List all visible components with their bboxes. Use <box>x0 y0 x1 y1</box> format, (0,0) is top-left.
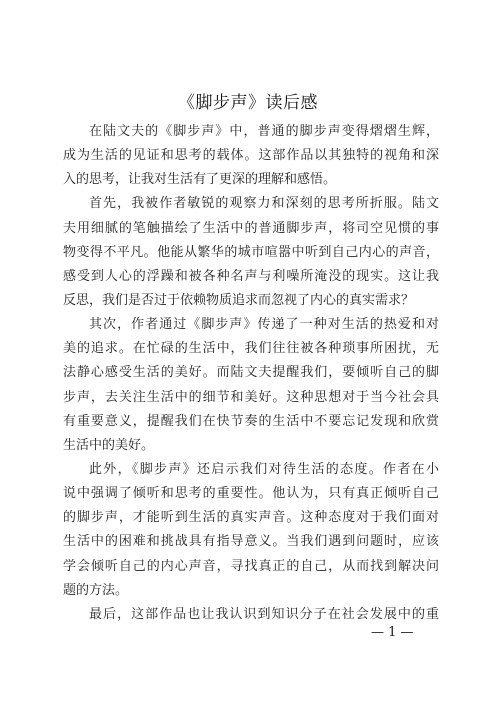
paragraph-line: 其次，作者通过《脚步声》传递了一种对生活的热爱和对 <box>89 317 439 333</box>
paragraph-line: 美的追求。在忙碌的生活中，我们往往被各种琐事所困扰，无 <box>63 341 439 357</box>
paragraph-line: 物变得不平凡。他能从繁华的城市喧嚣中听到自己内心的声音， <box>63 244 439 260</box>
paragraph-line: 首先，我被作者敏锐的观察力和深刻的思考所折服。陆文 <box>89 196 439 212</box>
paragraph-line: 感受到人心的浮躁和被各种名声与利噪所淹没的现实。这让我 <box>63 268 439 284</box>
paragraph-line: 在陆文夫的《脚步声》中，普通的脚步声变得熠熠生辉， <box>89 124 439 139</box>
paragraph-line: 有重要意义，提醒我们在快节奏的生活中不要忘记发现和欣赏 <box>63 413 439 429</box>
paragraph-line: 入的思考，让我对生活有了更深的理解和感悟。 <box>63 172 337 188</box>
paragraph-line: 步声，去关注生活中的细节和美好。这种思想对于当今社会具 <box>63 389 439 405</box>
document-body <box>63 120 439 627</box>
paragraph-line: 成为生活的见证和思考的载体。这部作品以其独特的视角和深 <box>63 148 439 164</box>
paragraph-line: 最后，这部作品也让我认识到知识分子在社会发展中的重 <box>89 606 439 622</box>
paragraph-line: 生活中的美好。 <box>63 437 155 453</box>
document-title: 《脚步声》读后感 <box>178 93 318 113</box>
paragraph-line: 法静心感受生活的美好。而陆文夫提醒我们，要倾听自己的脚 <box>63 365 439 381</box>
paragraph-line: 夫用细腻的笔触描绘了生活中的普通脚步声，将司空见惯的事 <box>63 220 439 236</box>
paragraph-line: 题的方法。 <box>63 582 129 598</box>
paragraph-line: 此外，《脚步声》还启示我们对待生活的态度。作者在小 <box>89 461 439 477</box>
paragraph-line: 的脚步声，才能听到生活的真实声音。这种态度对于我们面对 <box>63 510 439 526</box>
page-number: — 1 — <box>371 625 414 640</box>
paragraph-line: 学会倾听自己的内心声音，寻找真正的自己，从而找到解决问 <box>63 558 439 574</box>
paragraph-line: 生活中的困难和挑战具有指导意义。当我们遇到问题时，应该 <box>63 534 439 550</box>
paragraph-line: 说中强调了倾听和思考的重要性。他认为，只有真正倾听自己 <box>63 486 439 502</box>
paragraph-line: 反思，我们是否过于依赖物质追求而忽视了内心的真实需求？ <box>63 292 415 308</box>
